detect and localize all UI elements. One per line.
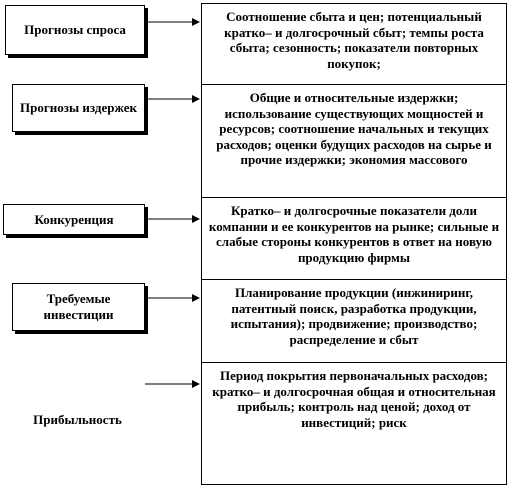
box-demand-forecast <box>5 5 145 55</box>
detail-demand: Соотношение сбыта и цен; потенциальный кратко– и долгосрочный сбыт; темпы роста сбыта; сезонность; показатели повторных покупок; <box>202 4 506 85</box>
label-cost-forecast: Прогнозы издержек <box>20 100 137 115</box>
detail-investment: Планирование продукции (инжиниринг, патентный поиск, разработка продукции, испытания); продвижение; производство; распределение и сбыт <box>202 280 506 363</box>
details-column <box>201 3 507 485</box>
box-profitability <box>10 408 145 432</box>
label-demand-forecast: Прогнозы спроса <box>24 22 126 37</box>
box-competition <box>3 204 145 235</box>
detail-profitability: Период покрытия первоначальных расходов; кратко– и долгосрочная общая и относительная прибыль; контроль над ценой; доход от инвестиций; риск <box>212 368 496 430</box>
detail-costs: Общие и относительные издержки; использование существующих мощностей и ресурсов; соотношение начальных и текущих расходов; оценки будущих расходов на сырье и прочие издержки; экономия массового <box>202 85 506 198</box>
label-investment: Требуемые инвестиции <box>43 291 114 322</box>
box-investment <box>12 283 145 331</box>
detail-competition: Кратко– и долгосрочные показатели доли компании и ее конкурентов на рынке; сильные и слабые стороны конкурентов в ответ на новую продукцию фирмы <box>202 198 506 280</box>
label-profitability: Прибыльность <box>33 412 122 427</box>
label-competition: Конкуренция <box>34 211 114 227</box>
box-cost-forecast <box>12 84 145 132</box>
